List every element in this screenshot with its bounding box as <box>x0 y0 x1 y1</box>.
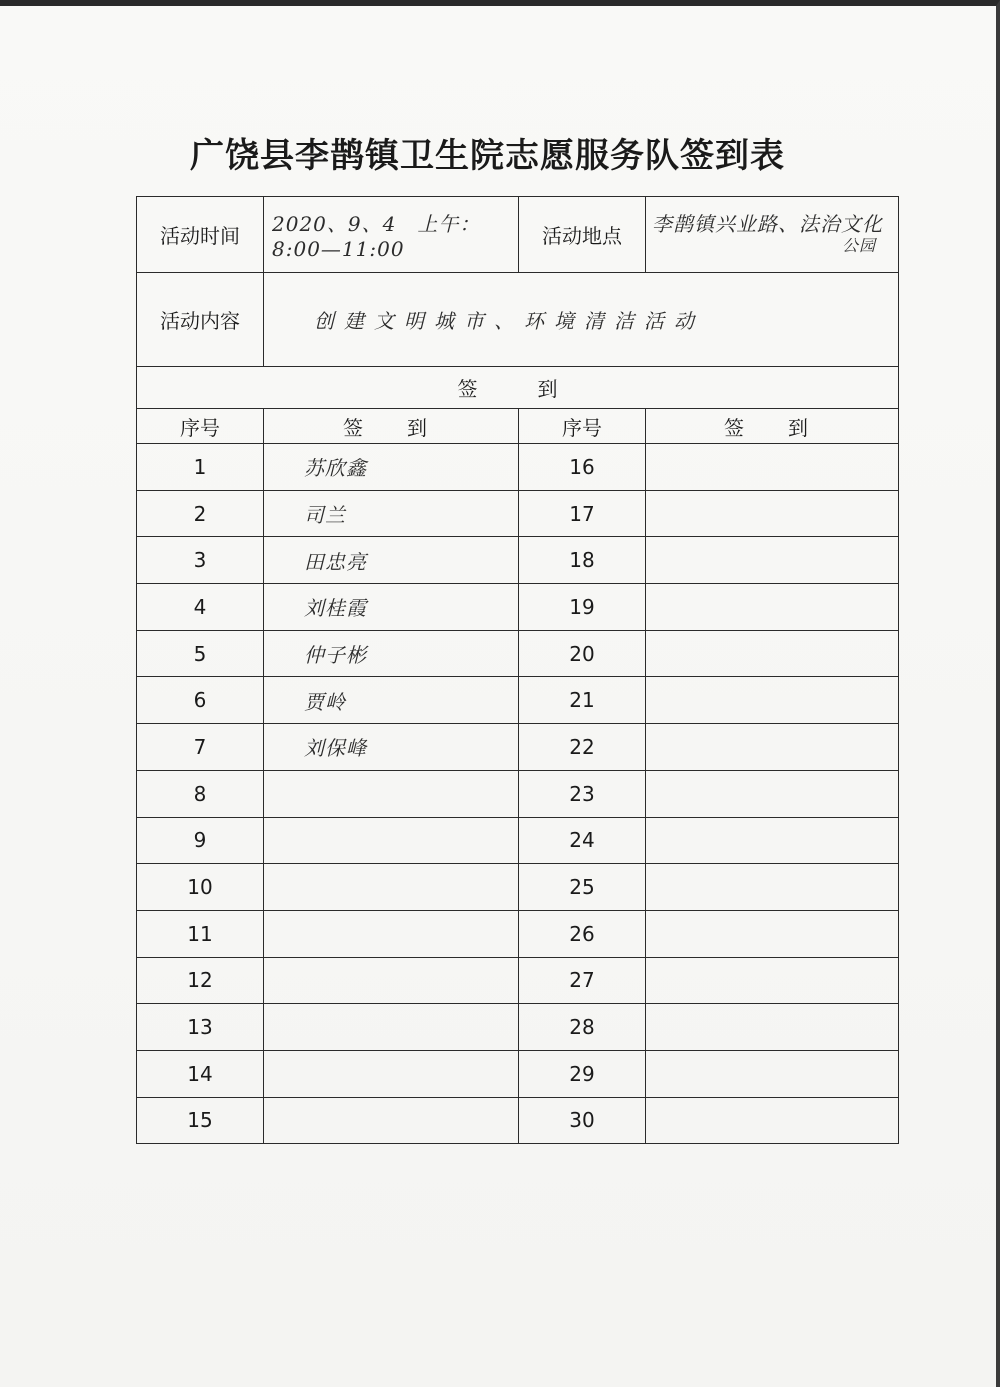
row-number-left: 9 <box>137 817 264 864</box>
time-value: 2020、9、4 上午：8:00—11:00 <box>264 197 519 273</box>
info-row-time-place <box>137 197 899 273</box>
signature-right <box>646 677 899 724</box>
row-number-right: 26 <box>519 910 646 957</box>
signature-left <box>264 957 519 1004</box>
signature-right <box>646 1004 899 1051</box>
place-value-line1: 李鹊镇兴业路、法治文化 <box>652 211 883 236</box>
signature-right <box>646 770 899 817</box>
row-number-left: 5 <box>137 630 264 677</box>
row-number-right: 18 <box>519 537 646 584</box>
table-row <box>137 490 899 537</box>
table-row <box>137 957 899 1004</box>
sign-header-left: 签 到 <box>264 409 519 444</box>
row-number-left: 15 <box>137 1097 264 1144</box>
signin-section-title: 签 到 <box>137 367 899 409</box>
signature-right <box>646 817 899 864</box>
signature-right <box>646 957 899 1004</box>
table-row <box>137 677 899 724</box>
table-row <box>137 537 899 584</box>
row-number-right: 30 <box>519 1097 646 1144</box>
signature-left <box>264 817 519 864</box>
content-label: 活动内容 <box>137 273 264 367</box>
row-number-left: 4 <box>137 584 264 631</box>
table-row <box>137 1050 899 1097</box>
signature-left <box>264 910 519 957</box>
row-number-right: 22 <box>519 724 646 771</box>
row-number-right: 23 <box>519 770 646 817</box>
row-number-right: 20 <box>519 630 646 677</box>
row-number-right: 27 <box>519 957 646 1004</box>
signature-left: 仲子彬 <box>264 630 519 677</box>
seq-header-right: 序号 <box>519 409 646 444</box>
signature-right <box>646 724 899 771</box>
signature-left <box>264 864 519 911</box>
signature-left <box>264 1097 519 1144</box>
seq-header-left: 序号 <box>137 409 264 444</box>
table-row <box>137 724 899 771</box>
signature-left <box>264 1050 519 1097</box>
place-label: 活动地点 <box>519 197 646 273</box>
table-row <box>137 1097 899 1144</box>
signature-left: 田忠亮 <box>264 537 519 584</box>
signature-right <box>646 584 899 631</box>
signature-left: 苏欣鑫 <box>264 444 519 491</box>
table-row <box>137 584 899 631</box>
signin-table <box>136 196 899 1144</box>
place-value <box>646 197 899 273</box>
row-number-left: 1 <box>137 444 264 491</box>
row-number-left: 10 <box>137 864 264 911</box>
signature-left: 贾岭 <box>264 677 519 724</box>
row-number-right: 19 <box>519 584 646 631</box>
signature-right <box>646 537 899 584</box>
time-label: 活动时间 <box>137 197 264 273</box>
row-number-left: 12 <box>137 957 264 1004</box>
page-title: 广饶县李鹊镇卫生院志愿服务队签到表 <box>190 136 785 176</box>
signature-left: 刘保峰 <box>264 724 519 771</box>
row-number-left: 14 <box>137 1050 264 1097</box>
row-number-right: 25 <box>519 864 646 911</box>
sign-header-right: 签 到 <box>646 409 899 444</box>
signature-right <box>646 444 899 491</box>
signature-right <box>646 910 899 957</box>
table-row <box>137 630 899 677</box>
signature-right <box>646 630 899 677</box>
row-number-right: 21 <box>519 677 646 724</box>
table-row <box>137 817 899 864</box>
row-number-left: 2 <box>137 490 264 537</box>
place-value-line2: 公园 <box>841 235 876 255</box>
content-value: 创建文明城市、环境清洁活动 <box>264 273 899 367</box>
row-number-left: 6 <box>137 677 264 724</box>
column-header-row <box>137 409 899 444</box>
row-number-right: 29 <box>519 1050 646 1097</box>
row-number-left: 3 <box>137 537 264 584</box>
row-number-right: 16 <box>519 444 646 491</box>
row-number-right: 17 <box>519 490 646 537</box>
signature-left <box>264 1004 519 1051</box>
row-number-left: 13 <box>137 1004 264 1051</box>
row-number-left: 8 <box>137 770 264 817</box>
table-row <box>137 770 899 817</box>
signature-left: 司兰 <box>264 490 519 537</box>
signature-right <box>646 1050 899 1097</box>
signin-section-row <box>137 367 899 409</box>
signature-right <box>646 864 899 911</box>
signature-right <box>646 490 899 537</box>
row-number-right: 24 <box>519 817 646 864</box>
info-row-content <box>137 273 899 367</box>
signature-left <box>264 770 519 817</box>
table-row <box>137 864 899 911</box>
row-number-left: 11 <box>137 910 264 957</box>
row-number-left: 7 <box>137 724 264 771</box>
table-row <box>137 910 899 957</box>
row-number-right: 28 <box>519 1004 646 1051</box>
signature-right <box>646 1097 899 1144</box>
signature-left: 刘桂霞 <box>264 584 519 631</box>
table-row <box>137 1004 899 1051</box>
table-row <box>137 444 899 491</box>
